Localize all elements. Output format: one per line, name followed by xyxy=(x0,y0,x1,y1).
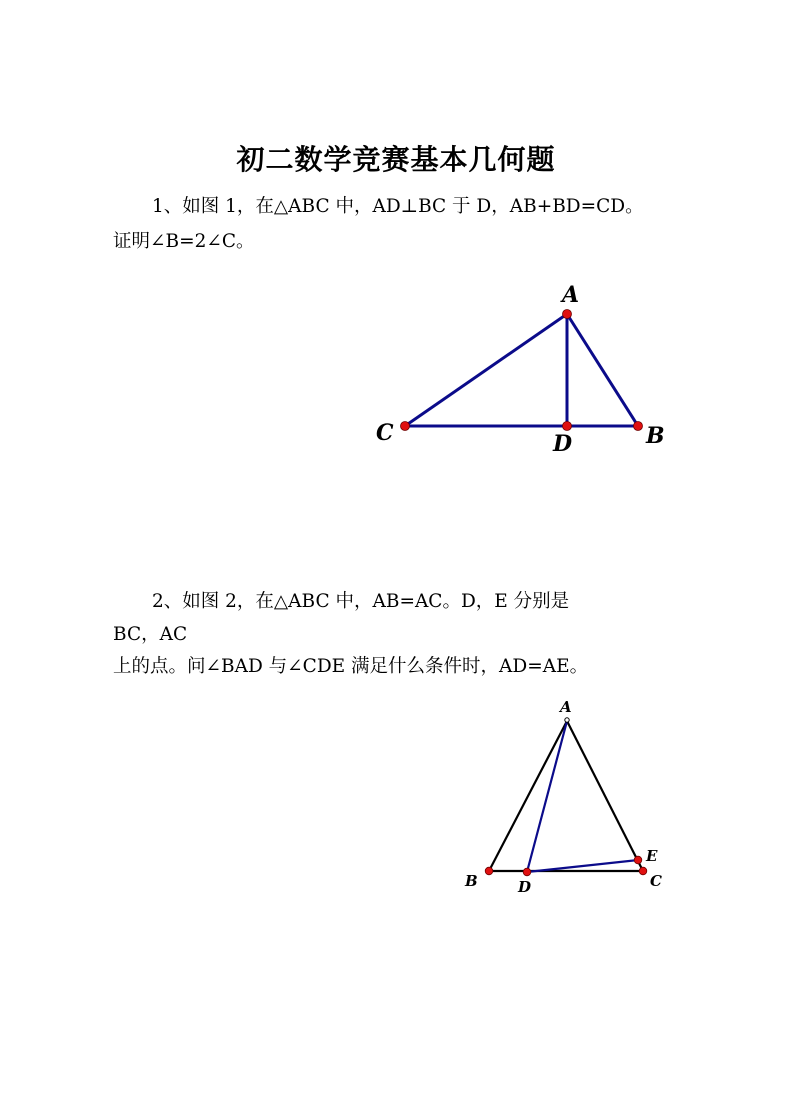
problem-2-line-3: 上的点。问∠BAD 与∠CDE 满足什么条件时，AD=AE。 xyxy=(113,656,589,677)
label-e: E xyxy=(646,847,658,865)
label-a: A xyxy=(562,282,580,308)
problem-2-line-2: BC，AC xyxy=(113,624,188,645)
segment-ac xyxy=(567,721,643,871)
label-b: B xyxy=(646,423,665,449)
page-title: 初二数学竞赛基本几何题 xyxy=(236,143,556,176)
point-d xyxy=(523,868,531,876)
point-b xyxy=(485,867,493,875)
segment-ad xyxy=(527,721,567,872)
problem-1-line-1: 1、如图 1，在△ABC 中，AD⊥BC 于 D，AB+BD=CD。 xyxy=(152,196,644,217)
label-b: B xyxy=(465,872,478,890)
segment-ab xyxy=(489,721,567,871)
point-a xyxy=(565,718,569,722)
label-d: D xyxy=(518,878,532,896)
label-c: C xyxy=(650,872,662,890)
label-d: D xyxy=(553,431,573,457)
point-c xyxy=(639,867,647,875)
label-a: A xyxy=(560,698,572,716)
point-e xyxy=(634,856,642,864)
problem-2-line-1: 2、如图 2，在△ABC 中，AB=AC。D，E 分别是 xyxy=(152,591,570,612)
problem-1-line-2: 证明∠B=2∠C。 xyxy=(113,231,255,252)
label-c: C xyxy=(376,420,394,446)
